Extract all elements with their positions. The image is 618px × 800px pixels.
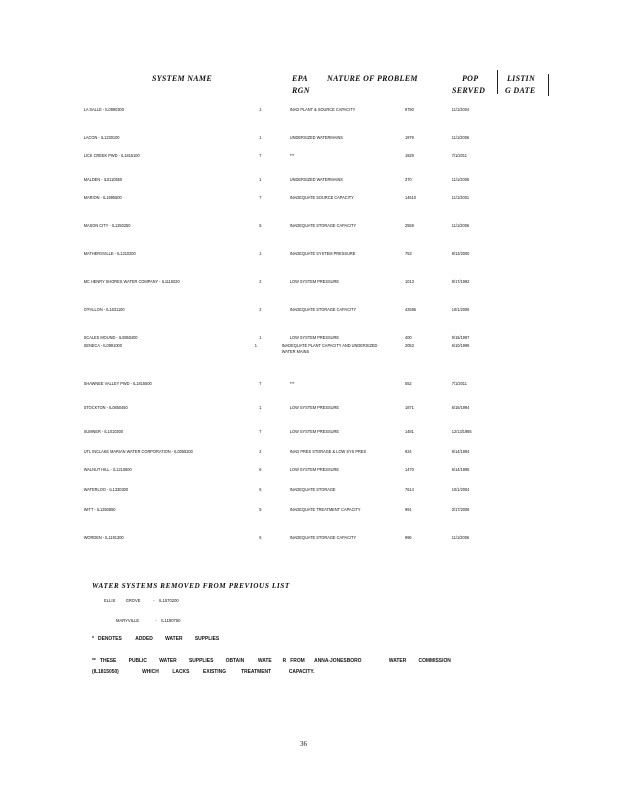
population-served: 552 [405,381,412,386]
listing-date: 9/17/1992 [451,279,470,284]
listing-date: 9/13/2000 [451,251,470,256]
problem-nature: INAD PLANT & SOURCE CAPACITY [289,107,356,112]
listing-date: 9/14/1994 [451,449,470,454]
system-name: WITT - IL1350850 [83,507,116,512]
population-served: 1929 [405,153,414,158]
listing-date: 10/1/2006 [451,307,470,312]
column-header-epa: EPA [292,74,308,83]
removed-item: MARYVILLE - IL1190750 [116,618,181,623]
population-served: 996 [405,535,412,540]
epa-region: 1 [259,135,262,140]
population-served: 7614 [405,487,414,492]
problem-nature: INADEQUATE SOURCE CAPACITY [289,195,354,200]
footnote-anna-jonesboro: ** THESE PUBLIC WATER SUPPLIES OBTAIN WATE R FROM ANNA-JONESBORO WATER COMMISSION [92,658,451,664]
listing-date: 7/1/2011 [451,381,467,386]
removed-item: ELLIS GROVE - IL1570200 [104,598,179,603]
problem-nature: INAD PRES STORAGE & LOW SYS PRES [289,449,367,454]
epa-region: 1 [259,177,262,182]
epa-region: 7 [259,195,262,200]
problem-nature: INADEQUATE STORAGE CAPACITY [289,307,357,312]
population-served: 1013 [405,279,414,284]
problem-nature: UNDERSIZED WATERMAINS [289,177,343,182]
epa-region: 1 [259,251,262,256]
listing-date: 7/1/2011 [451,153,467,158]
listing-date: 10/1/2004 [451,487,470,492]
system-name: SHAWNEE VALLEY PWD - IL1815500 [83,381,152,386]
epa-region: 2 [259,307,262,312]
page-number: 36 [300,740,307,748]
listing-date: 6/10/1999 [451,343,470,348]
population-served: 1871 [405,405,414,410]
population-served: 370 [405,177,412,182]
header-rule [497,70,498,94]
system-name: LACON - IL1230100 [83,135,120,140]
problem-nature: LOW SYSTEM PRESSURE [289,429,339,434]
problem-nature: INADEQUATE STORAGE CAPACITY [289,223,357,228]
population-served: 400 [405,335,412,340]
column-header-system-name: SYSTEM NAME [152,74,212,83]
problem-nature: INADEQUATE SYSTEM PRESSURE [289,251,356,256]
epa-region: 7 [259,429,262,434]
system-name: O'FALLON - IL1631100 [83,307,125,312]
system-name: SCALES MOUND - IL0850400 [83,335,138,340]
system-name: WORDEN - IL1191300 [83,535,124,540]
listing-date: 11/1/2006 [451,135,470,140]
epa-region: 1 [259,335,262,340]
column-header-date: G DATE [505,86,536,95]
epa-region: 1 [259,107,262,112]
listing-date: 6/14/1995 [451,467,470,472]
population-served: 2558 [405,223,414,228]
system-name: MC HENRY SHORES WATER COMPANY - IL1115020 [83,279,180,284]
epa-region: 6 [259,535,262,540]
listing-date: 11/1/2006 [451,535,470,540]
listing-date: 11/1/2004 [451,107,470,112]
system-name: MARION - IL1995500 [83,195,122,200]
header-rule [548,74,549,96]
column-header-listing: LISTIN [507,74,536,83]
footnote-added: * DENOTES ADDED WATER SUPPLIES [92,636,220,642]
problem-nature: *** [289,153,295,158]
footnote-anna-jonesboro-cont: (IL1815050) WHICH LACKS EXISTING TREATMENT CAPACITY. [92,669,315,675]
listing-date: 3/17/2008 [451,507,470,512]
epa-region: 7 [259,381,262,386]
column-header-rgn: RGN [292,86,310,95]
problem-nature: LOW SYSTEM PRESSURE [289,279,339,284]
system-name: LA SALLE - IL0990300 [83,107,124,112]
listing-date: 11/1/2006 [451,223,470,228]
population-served: 2053 [405,343,414,348]
population-served: 14610 [405,195,416,200]
population-served: 991 [405,507,412,512]
population-served: 42596 [405,307,416,312]
system-name: STOCKTON - IL0850450 [83,405,128,410]
system-name: WATERLOO - IL1330300 [83,487,129,492]
problem-nature: LOW SYSTEM PRESSURE [289,335,339,340]
epa-region: 2 [259,279,262,284]
listing-date: 6/15/1994 [451,405,470,410]
population-served: 9790 [405,107,414,112]
problem-nature: INADEQUATE PLANT CAPACITY AND UNDERSIZED WATER MAINS [281,343,378,354]
problem-nature: INADEQUATE STORAGE CAPACITY [289,535,357,540]
problem-nature: *** [289,381,295,386]
epa-region: 1 [259,405,262,410]
population-served: 1979 [405,135,414,140]
problem-nature: LOW SYSTEM PRESSURE [289,467,339,472]
problem-nature: INADEQUATE STORAGE [289,487,336,492]
column-header-pop: POP [462,74,479,83]
problem-nature: INADEQUATE TREATMENT CAPACITY [289,507,361,512]
problem-nature: LOW SYSTEM PRESSURE [289,405,339,410]
epa-region: 6 [259,467,262,472]
population-served: 1470 [405,467,414,472]
system-name: WALNUT HILL - IL1210600 [83,467,132,472]
problem-nature: UNDERSIZED WATERMAINS [289,135,343,140]
epa-region: 5 [259,223,262,228]
system-name: MASON CITY - IL1250250 [83,223,131,228]
system-name: SENECA - IL0991000 [83,343,122,348]
epa-region: 7 [259,153,262,158]
system-name: MATHERSVILLE - IL1310200 [83,251,136,256]
system-name: MALDEN - IL0110550 [83,177,123,182]
epa-region: 1 [254,343,257,348]
listing-date: 9/15/1997 [451,335,470,340]
listing-date: 11/1/2001 [451,195,470,200]
column-header-served: SERVED [452,86,486,95]
listing-date: 12/13/1985 [451,429,472,434]
column-header-nature: NATURE OF PROBLEM [327,74,418,83]
epa-region: 2 [259,449,262,454]
population-served: 1481 [405,429,414,434]
system-name: UTL INCLAKE MARIAN WATER CORPORATION - IL0050200 [83,449,193,454]
epa-region: 5 [259,507,262,512]
system-name: SUMNER - IL1010300 [83,429,124,434]
removed-section-title: WATER SYSTEMS REMOVED FROM PREVIOUS LIST [92,582,290,590]
population-served: 924 [405,449,412,454]
listing-date: 11/1/2006 [451,177,470,182]
system-name: LICK CREEK PWD - IL1815100 [83,153,140,158]
epa-region: 6 [259,487,262,492]
population-served: 753 [405,251,412,256]
